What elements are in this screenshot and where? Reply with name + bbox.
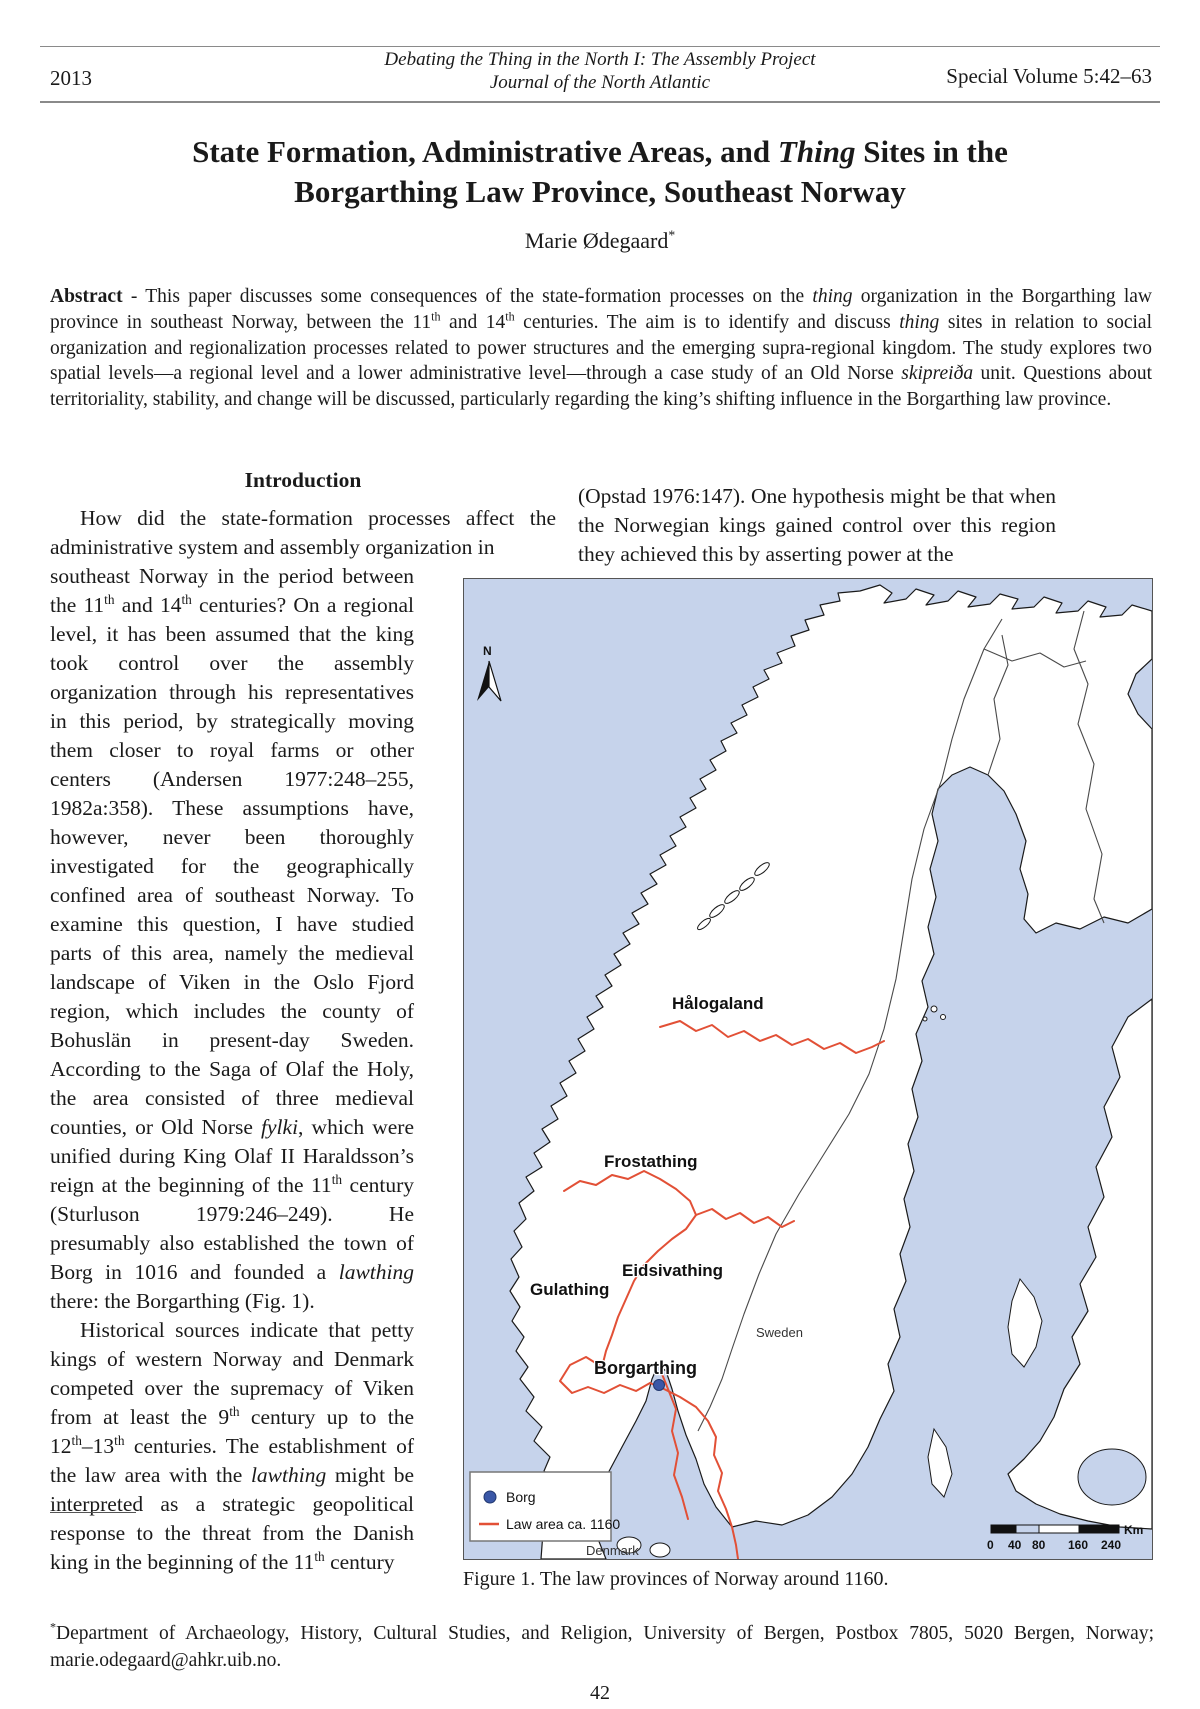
map-legend <box>470 1472 620 1541</box>
left-column-narrow <box>50 562 414 1577</box>
label-borgarthing: Borgarthing <box>594 1358 697 1378</box>
right-column-paragraph: (Opstad 1976:147). One hypothesis might be that when the Norwegian kings gained control over this region they achieved this by asserting power at the <box>578 484 1056 566</box>
label-denmark: Denmark <box>586 1543 639 1558</box>
header-journal-lines <box>250 48 950 94</box>
header-bottom-rule <box>40 101 1160 103</box>
author-name: Marie Ødegaard* <box>524 227 676 253</box>
paper-title <box>100 132 1100 212</box>
header-journal-title: Journal of the North Atlantic <box>489 72 711 93</box>
label-sweden: Sweden <box>756 1325 803 1340</box>
intro-paragraph-narrow: southeast Norway in the period between the 11th and 14th centuries? On a regional level, it has been assumed that the king took control over the assembly organization through his representatives in this period, by strategically moving them closer to royal farms or other centers (Andersen 1977:248–255, 1982a:358). These assumptions have, however, never been thoroughly investigated for the geographically confined area of southeast Norway. To examine this question, I have studied parts of this area, namely the medieval landscape of Viken in the Oslo Fjord region, which includes the county of Bohuslän in present-day Sweden. According to the Saga of Olaf the Holy, the area consisted of three medieval counties, or Old Norse fylki, which were unified during King Olaf II Haraldsson’s reign at the beginning of the 11th century (Sturluson 1979:246–249). He presumably also established the town of Borg in 1016 and founded a lawthing there: the Borgarthing (Fig. 1). <box>50 564 415 1313</box>
intro-paragraph-2: Historical sources indicate that petty kings of western Norway and Denmark competed over the supremacy of Viken from at least the 9th century up to the 12th–13th centuries. The establishment of the law area with the lawthing might be interpreted as a strategic geopolitical response to the threat from the Danish king in the beginning of the 11th century <box>50 1318 415 1574</box>
borg-site-dot <box>654 1380 665 1391</box>
footnote-rule <box>50 1512 136 1513</box>
norway-law-provinces-map <box>464 579 1152 1559</box>
label-eidsivathing: Eidsivathing <box>622 1261 724 1280</box>
legend-borg-dot-icon <box>484 1491 496 1503</box>
label-gulathing: Gulathing <box>530 1280 610 1299</box>
label-frostathing: Frostathing <box>604 1152 698 1171</box>
figure-1-map <box>463 578 1153 1560</box>
scale-tick-0: 0 <box>987 1538 994 1552</box>
scale-unit-label: Km <box>1124 1523 1144 1537</box>
header-volume: Special Volume 5:42–63 <box>946 64 1152 88</box>
gulf-of-riga <box>1078 1449 1146 1505</box>
figure-caption: Figure 1. The law provinces of Norway around 1160. <box>463 1568 889 1590</box>
intro-paragraph-wide: How did the state-formation processes affect the administrative system and assembly organization in <box>50 506 556 559</box>
scale-tick-160: 160 <box>1068 1538 1089 1552</box>
header-year: 2013 <box>50 66 92 90</box>
paper-title-line2: Borgarthing Law Province, Southeast Norway <box>294 174 906 209</box>
north-arrow-label: N <box>483 644 492 658</box>
legend-law-area-label: Law area ca. 1160 <box>506 1516 621 1532</box>
header-series-title: Debating the Thing in the North I: The Assembly Project <box>384 49 816 70</box>
abstract-text: Abstract - This paper discusses some consequences of the state-formation processes on the thing organization in the Borgarthing law province in southeast Norway, between the 11th and 14th centuries. The aim is to identify and discuss thing sites in relation to social organization and regionalization processes related to power structures and the emerging supra-regional kingdom. The study explores two spatial levels—a regional level and a lower administrative level—through a case study of an Old Norse skipreiða unit. Questions about territoriality, stability, and change will be discussed, particularly regarding the king’s shifting influence in the Borgarthing law province. <box>50 286 1152 411</box>
introduction-heading: Introduction <box>244 468 362 492</box>
label-halogaland: Hålogaland <box>672 994 764 1013</box>
page-number: 42 <box>590 1682 610 1704</box>
footnote-text: *Department of Archaeology, History, Cultural Studies, and Religion, University of Bergen, Postbox 7805, 5020 Bergen, Norway; marie.odegaard@ahkr.uib.no. <box>50 1620 1154 1671</box>
scale-tick-240: 240 <box>1101 1538 1122 1552</box>
paper-title-line1: State Formation, Administrative Areas, and Thing Sites in the <box>192 134 1008 169</box>
scale-tick-40: 40 <box>1008 1538 1022 1552</box>
header-top-rule <box>40 46 1160 47</box>
legend-borg-label: Borg <box>506 1489 536 1505</box>
denmark-island-2 <box>650 1543 670 1557</box>
scale-tick-80: 80 <box>1032 1538 1046 1552</box>
